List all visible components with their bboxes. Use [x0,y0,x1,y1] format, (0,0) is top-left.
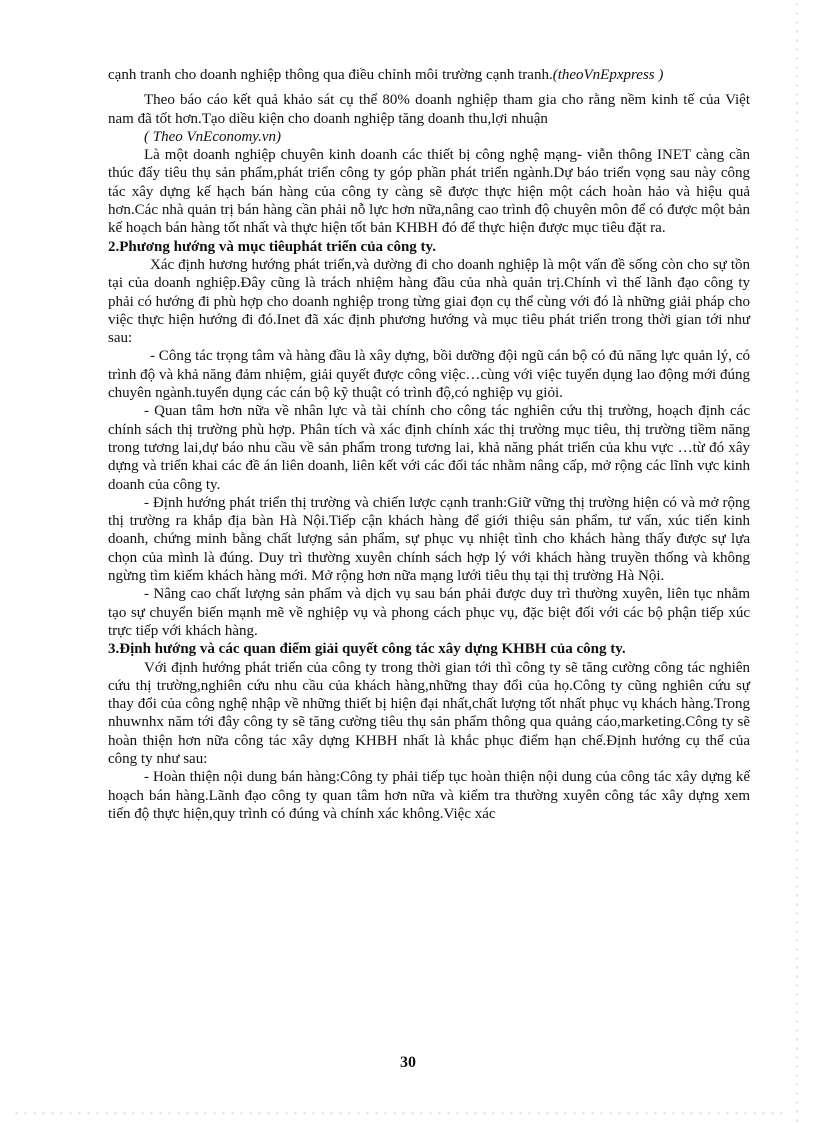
document-body [108,66,750,823]
list-item: - Công tác trọng tâm và hàng đầu là xây dựng, bồi dưỡng đội ngũ cán bộ có đủ năng lực quản lý, có trình độ và khả năng đảm nhiệm, giải quyết được công việc…cùng với việc tuyển dụng lao động mới đúng chuyên ngành.tuyển dụng các cán bộ kỹ thuật có trình độ,có nghiệp vụ giỏi. [108,348,750,402]
paragraph: Với định hướng phát triển của công ty trong thời gian tới thì công ty sẽ tăng cường công tác nghiên cứu thị trường,nghiên cứu nhu cầu của khách hàng,những thay đổi của họ.Công ty cũng nghiên cứu sự thay đổi của công nghệ nhập về những thiết bị hiện đại nhất,chất lượng tốt nhất phục vụ khách hàng.Trong nhuwnhx năm tới đây công ty sẽ tăng cường tiêu thụ sản phẩm thông qua quảng cáo,marketing.Công ty sẽ hoàn thiện hơn nữa công tác xây dựng KHBH nhất là khắc phục điểm hạn chế.Định hướng cụ thể của công ty như sau: [108,659,750,767]
page-number: 30 [400,1054,416,1071]
list-item: - Hoàn thiện nội dung bán hàng:Công ty phải tiếp tục hoàn thiện nội dung của công tác xây dựng kế hoạch bán hàng.Lãnh đạo công ty quan tâm hơn nữa và kiểm tra thường xuyên công tác xây dựng xem tiến độ thực hiện,quy trình có đúng và chính xác không.Việc xác [108,769,750,822]
citation: ( Theo VnEconomy.vn) [144,128,282,145]
paragraph: Theo báo cáo kết quả khảo sát cụ thể 80% doanh nghiệp tham gia cho rằng nềm kinh tế của Việt nam đã tốt hơn.Tạo diều kiện cho doanh nghiệp tăng doanh thu,lợi nhuận [108,92,750,127]
citation: (theoVnEpxpress ) [552,67,664,83]
list-item: - Nâng cao chất lượng sản phẩm và dịch vụ sau bán phải được duy trì thường xuyên, liên tục nhằm tạo sự chuyển biến mạnh mẽ về nghiệp vụ và phong cách phục vụ, đặc biệt đối với các bộ phận tiếp xúc trực tiếp với khách hàng. [108,586,750,639]
section-heading: 3.Định hướng và các quan điểm giải quyết công tác xây dựng KHBH của công ty. [108,641,626,658]
paragraph [108,66,750,84]
paragraph: Là một doanh nghiệp chuyên kinh doanh các thiết bị công nghệ mạng- viễn thông INET càng cần thúc đẩy tiêu thụ sản phẩm,phát triển công ty góp phần phát triển ngành.Dự báo triển vọng sau này công tác xây dựng kế hạch bán hàng của công ty càng sẽ được thực hiện một cách hoàn hảo và hiệu quả hơn.Các nhà quản trị bán hàng cần phải nỗ lực hơn nữa,nâng cao trình độ chuyên môn để có được một bản kế hoạch bán hàng tốt nhất và thực hiện tốt bản KHBH đó để thực hiện được mục tiêu đặt ra. [108,147,750,237]
page-border-dots-right [790,0,804,1123]
paragraph-text: cạnh tranh cho doanh nghiệp thông qua điều chỉnh môi trường cạnh tranh. [108,67,553,83]
paragraph: Xác định hương hướng phát triển,và dường đi cho doanh nghiệp là một vấn đề sống còn cho sự tồn tại của doanh nghiệp.Đây cũng là trách nhiệm hàng đầu của nhà quản trị.Chính vì thế lãnh đạo công ty phải có hướng đi phù hợp cho doanh nghiệp trong từng giai đọn cụ thể cùng với đó là những giải pháp cho việc thực hiện hướng đi đó.Inet đã xác định phương hướng và mục tiêu phát triển trong thời gian tới như sau: [108,256,750,347]
section-heading: 2.Phương hướng và mục tiêuphát triển của công ty. [108,238,436,255]
list-item: - Định hướng phát triển thị trường và chiến lược cạnh tranh:Giữ vững thị trường hiện có và mở rộng thị trường ra khắp địa bàn Hà Nội.Tiếp cận khách hàng để giới thiệu sản phẩm, tư vấn, xúc tiến kinh doanh, chứng minh bằng chất lượng sản phẩm, sự phục vụ nhiệt tình cho khách hàng thấy được sự lựa chọn của mình là đúng. Duy trì thường xuyên chính sách hợp lý với khách hàng truyền thống và không ngừng tìm kiếm khách hàng mới. Mở rộng hơn nữa mạng lưới tiêu thụ tại thị trường Hà Nội. [108,494,750,585]
list-item: - Quan tâm hơn nữa về nhân lực và tài chính cho công tác nghiên cứu thị trường, hoạch định các chính sách thị trường phù hợp. Phân tích và xác định chính xác thị trường mục tiêu, thị trường tiềm năng trong tương lai,dự báo nhu cầu về sản phẩm trong tương lai, khả năng phát triển của khu vực …từ đó xây dựng và triển khai các đề án liên doanh, liên kết với các đối tác nhằm nâng cấp, mở rộng các lĩnh vực kinh doanh của công ty. [108,403,750,493]
page-border-dots-bottom [12,1109,790,1117]
